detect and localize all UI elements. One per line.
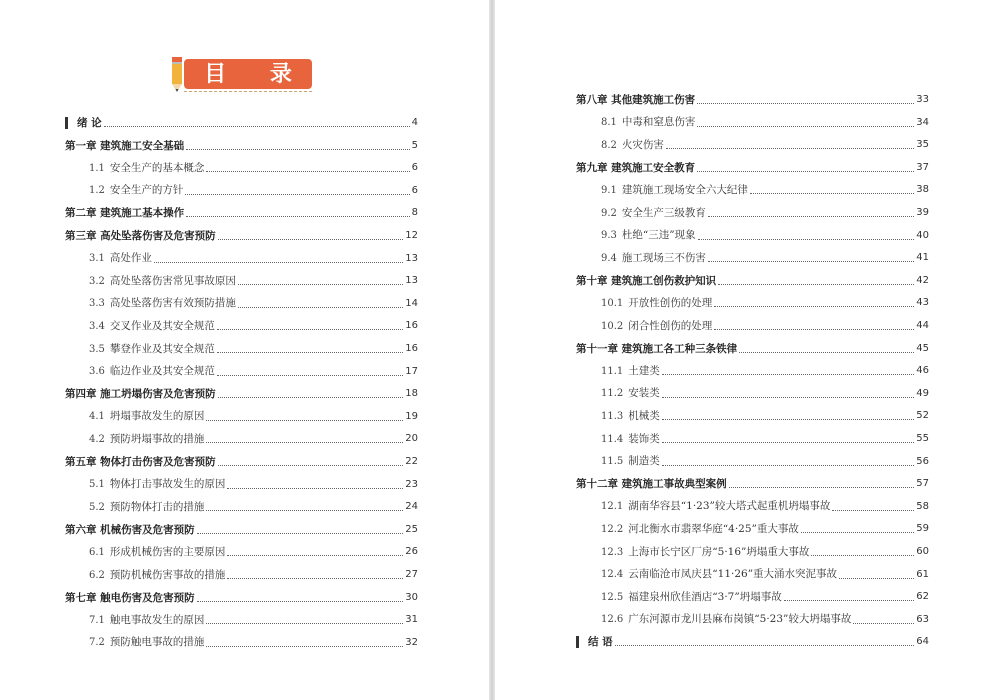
toc-section-row[interactable] [89, 406, 418, 428]
chapter-marker-bar [576, 636, 579, 648]
page-number: 30 [405, 591, 418, 603]
toc-entry-title: 土建类 [628, 364, 660, 377]
page-number: 8 [411, 207, 418, 219]
toc-entry-title: 高处坠落伤害有效预防措施 [109, 297, 236, 310]
leader-dots [714, 328, 914, 330]
toc-entry-title: 闭合性创伤的处理 [628, 319, 713, 332]
toc-section-row[interactable] [601, 428, 929, 450]
toc-section-row[interactable] [89, 248, 418, 270]
section-number: 4.1 [89, 411, 105, 423]
toc-section-row[interactable] [601, 496, 929, 518]
page-number: 64 [916, 636, 929, 648]
section-number: 7.2 [89, 637, 105, 649]
leader-dots [197, 532, 404, 534]
leader-dots [853, 622, 914, 624]
section-number: 12.6 [601, 614, 624, 626]
left-page [0, 0, 489, 700]
page-number: 41 [916, 252, 929, 264]
toc-chapter-row[interactable] [65, 225, 418, 247]
leader-dots [218, 464, 404, 466]
toc-section-row[interactable] [89, 180, 418, 202]
leader-dots [227, 554, 403, 556]
leader-dots [718, 283, 914, 285]
section-number: 3.5 [89, 343, 105, 355]
leader-dots [218, 396, 404, 398]
toc-section-row[interactable] [601, 134, 929, 156]
section-number: 9.2 [601, 207, 617, 219]
toc-entry-title: 广东河源市龙川县麻布岗镇“5·23”较大坍塌事故 [628, 613, 852, 626]
toc-chapter-row[interactable] [576, 270, 929, 292]
leader-dots [186, 215, 409, 217]
leader-dots [662, 373, 915, 375]
toc-section-row[interactable] [89, 474, 418, 496]
leader-dots [206, 645, 403, 647]
toc-section-row[interactable] [601, 609, 929, 631]
toc-entry-title: 杜绝“三违”现象 [621, 229, 696, 242]
toc-entry-title: 结 语 [588, 636, 613, 649]
section-number: 8.1 [601, 117, 617, 129]
page-number: 38 [916, 184, 929, 196]
leader-dots [227, 487, 403, 489]
toc-chapter-row[interactable] [65, 383, 418, 405]
page-number: 12 [405, 230, 418, 241]
section-number: 5.1 [89, 479, 105, 491]
page-number: 43 [916, 297, 929, 309]
toc-entry-title: 形成机械伤害的主要原因 [109, 545, 226, 558]
toc-section-row[interactable] [89, 632, 418, 654]
right-page [495, 0, 983, 700]
leader-dots [186, 148, 409, 150]
page-number: 25 [405, 523, 418, 535]
page-number: 58 [916, 500, 929, 512]
toc-entry-title: 云南临沧市凤庆县“11·26”重大涌水突泥事故 [628, 568, 838, 581]
leader-dots [217, 351, 403, 353]
leader-dots [708, 260, 914, 262]
section-number: 10.2 [601, 320, 624, 332]
toc-entry-title: 中毒和窒息伤害 [621, 116, 696, 129]
toc-section-row[interactable] [89, 361, 418, 383]
toc-entry-title: 制造类 [628, 455, 660, 468]
leader-dots [206, 509, 403, 511]
toc-entry-title: 绪 论 [77, 117, 102, 129]
title-dash-line [184, 91, 312, 92]
toc-entry-title: 交叉作业及其安全规范 [109, 319, 215, 332]
toc-entry-title: 第八章 其他建筑施工伤害 [576, 94, 696, 106]
toc-section-row[interactable] [89, 609, 418, 631]
page-number: 63 [916, 613, 929, 625]
page-number: 40 [916, 229, 929, 241]
page-number: 33 [916, 94, 929, 105]
toc-entry-title: 临边作业及其安全规范 [109, 365, 215, 378]
toc-chapter-row[interactable] [576, 338, 929, 360]
toc-entry-title: 高处作业 [109, 252, 152, 265]
page-number: 26 [405, 546, 418, 558]
toc-entry-title: 装饰类 [628, 432, 660, 445]
section-number: 11.4 [601, 433, 624, 445]
page-number: 45 [916, 342, 929, 354]
section-number: 12.4 [601, 569, 624, 581]
page-number: 24 [405, 501, 418, 513]
toc-entry-title: 安装类 [628, 387, 660, 400]
toc-section-row[interactable] [601, 564, 929, 586]
toc-section-row[interactable] [601, 541, 929, 563]
page-number: 13 [405, 252, 418, 264]
page-number: 34 [916, 116, 929, 128]
section-number: 7.1 [89, 614, 105, 626]
page-number: 16 [405, 343, 418, 354]
toc-entry-title: 第六章 机械伤害及危害预防 [65, 523, 195, 536]
toc-entry-title: 触电事故发生的原因 [109, 613, 205, 626]
page-number: 32 [405, 636, 418, 648]
section-number: 11.3 [601, 410, 624, 422]
toc-title: 目 录 [184, 59, 312, 89]
toc-section-row[interactable] [601, 292, 929, 314]
toc-chapter-row[interactable] [65, 587, 418, 609]
toc-entry-title: 湖南华容县“1·23”较大塔式起重机坍塌事故 [628, 500, 831, 513]
toc-entry-title: 第三章 高处坠落伤害及危害预防 [65, 230, 216, 242]
toc-chapter-row[interactable] [65, 135, 418, 157]
leader-dots [708, 215, 914, 217]
leader-dots [218, 238, 404, 240]
toc-section-row[interactable] [601, 518, 929, 540]
pencil-icon [170, 57, 184, 93]
section-number: 9.4 [601, 252, 617, 264]
toc-entry-title: 开放性创伤的处理 [628, 296, 713, 309]
toc-entry-title: 预防坍塌事故的措施 [109, 432, 205, 445]
leader-dots [238, 306, 403, 308]
toc-section-row[interactable] [601, 202, 929, 224]
toc-section-row[interactable] [601, 247, 929, 269]
toc-entry-title: 第九章 建筑施工安全教育 [576, 161, 696, 174]
page-number: 6 [411, 162, 418, 174]
page-number: 42 [916, 274, 929, 286]
toc-entry-title: 施工现场三不伤害 [621, 251, 706, 264]
toc-entry-title: 第五章 物体打击伤害及危害预防 [65, 456, 216, 468]
page-number: 23 [405, 478, 418, 490]
toc-entry-title: 火灾伤害 [621, 138, 664, 151]
toc-section-row[interactable] [601, 225, 929, 247]
page-number: 37 [916, 161, 929, 173]
leader-dots [697, 102, 914, 104]
page-number: 27 [405, 569, 418, 580]
toc-section-row[interactable] [89, 293, 418, 315]
toc-chapter-row[interactable] [65, 519, 418, 541]
section-number: 6.2 [89, 569, 105, 581]
toc-entry-title: 攀登作业及其安全规范 [109, 342, 215, 355]
page-number: 14 [405, 297, 418, 309]
section-number: 12.2 [601, 523, 624, 535]
toc-chapter-row[interactable] [65, 112, 418, 134]
toc-section-row[interactable] [601, 451, 929, 473]
page-number: 49 [916, 387, 929, 399]
toc-entry-title: 预防机械伤害事故的措施 [109, 568, 226, 581]
toc-chapter-row[interactable] [576, 631, 929, 653]
leader-dots [750, 192, 914, 194]
toc-section-row[interactable] [89, 564, 418, 586]
toc-section-row[interactable] [601, 315, 929, 337]
toc-entry-title: 安全生产的方针 [109, 184, 184, 197]
leader-dots [739, 351, 914, 353]
page-number: 46 [916, 365, 929, 377]
toc-entry-title: 上海市长宁区厂房“5·16”坍塌重大事故 [628, 545, 810, 558]
toc-entry-title: 建筑施工现场安全六大纪律 [621, 183, 748, 196]
leader-dots [662, 441, 915, 443]
toc-entry-title: 第十二章 建筑施工事故典型案例 [576, 478, 727, 491]
page-number: 19 [405, 410, 418, 422]
section-number: 3.6 [89, 366, 105, 378]
page-number: 4 [411, 117, 418, 128]
toc-entry-title: 安全生产三级教育 [621, 206, 706, 219]
leader-dots [811, 554, 914, 556]
toc-section-row[interactable] [89, 541, 418, 563]
page-number: 62 [916, 591, 929, 603]
toc-chapter-row[interactable] [576, 89, 929, 111]
page-number: 5 [411, 139, 418, 151]
page-number: 6 [411, 184, 418, 196]
section-number: 12.5 [601, 591, 624, 603]
toc-entry-title: 第七章 触电伤害及危害预防 [65, 591, 195, 604]
toc-section-row[interactable] [89, 428, 418, 450]
leader-dots [839, 577, 914, 579]
section-number: 10.1 [601, 297, 624, 309]
toc-entry-title: 第十章 建筑施工创伤救护知识 [576, 274, 717, 287]
section-number: 11.5 [601, 456, 624, 468]
leader-dots [217, 328, 403, 330]
leader-dots [801, 531, 914, 533]
page-number: 31 [405, 614, 418, 626]
page-number: 44 [916, 320, 929, 331]
toc-entry-title: 高处坠落伤害常见事故原因 [109, 274, 236, 287]
leader-dots [662, 396, 915, 398]
section-number: 8.2 [601, 139, 617, 151]
toc-section-row[interactable] [89, 270, 418, 292]
toc-entry-title: 安全生产的基本概念 [109, 161, 205, 174]
section-number: 3.1 [89, 253, 105, 265]
page-number: 55 [916, 433, 929, 444]
leader-dots [104, 125, 410, 127]
leader-dots [662, 418, 915, 420]
page-number: 39 [916, 207, 929, 218]
toc-section-row[interactable] [601, 383, 929, 405]
leader-dots [217, 374, 403, 376]
section-number: 12.1 [601, 501, 624, 513]
leader-dots [206, 419, 403, 421]
toc-entry-title: 福建泉州欣佳酒店“3·7”坍塌事故 [628, 590, 782, 603]
toc-section-row[interactable] [601, 112, 929, 134]
toc-section-row[interactable] [601, 586, 929, 608]
section-number: 12.3 [601, 546, 624, 558]
toc-section-row[interactable] [89, 315, 418, 337]
toc-entry-title: 第二章 建筑施工基本操作 [65, 207, 185, 220]
leader-dots [698, 238, 915, 240]
toc-chapter-row[interactable] [65, 451, 418, 473]
section-number: 3.4 [89, 320, 105, 332]
page-number: 17 [405, 365, 418, 377]
toc-section-row[interactable] [89, 496, 418, 518]
leader-dots [206, 441, 403, 443]
page-number: 60 [916, 546, 929, 557]
leader-dots [697, 125, 914, 127]
leader-dots [197, 600, 404, 602]
page-number: 52 [916, 410, 929, 422]
leader-dots [784, 599, 915, 601]
page-number: 59 [916, 523, 929, 535]
page-number: 35 [916, 139, 929, 151]
leader-dots [238, 283, 403, 285]
leader-dots [615, 644, 915, 646]
page-number: 13 [405, 275, 418, 287]
toc-entry-title: 机械类 [628, 409, 660, 422]
page-number: 18 [405, 388, 418, 400]
page-number: 61 [916, 568, 929, 580]
section-number: 6.1 [89, 546, 105, 558]
leader-dots [697, 170, 914, 172]
toc-entry-title: 预防触电事故的措施 [109, 636, 205, 649]
toc-section-row[interactable] [601, 179, 929, 201]
page-number: 57 [916, 478, 929, 490]
page-number: 16 [405, 320, 418, 332]
section-number: 3.2 [89, 275, 105, 287]
toc-entry-title: 物体打击事故发生的原因 [109, 478, 226, 491]
page-number: 20 [405, 433, 418, 445]
leader-dots [832, 509, 914, 511]
page-number: 56 [916, 455, 929, 467]
section-number: 9.1 [601, 184, 617, 196]
toc-section-row[interactable] [89, 157, 418, 179]
toc-entry-title: 第四章 施工坍塌伤害及危害预防 [65, 388, 216, 401]
toc-section-row[interactable] [601, 360, 929, 382]
section-number: 4.2 [89, 433, 105, 445]
leader-dots [729, 486, 915, 488]
toc-chapter-row[interactable] [65, 202, 418, 224]
chapter-marker-bar [65, 117, 68, 129]
leader-dots [154, 261, 403, 263]
toc-section-row[interactable] [89, 338, 418, 360]
leader-dots [714, 305, 914, 307]
section-number: 3.3 [89, 298, 105, 310]
page-number: 22 [405, 456, 418, 467]
leader-dots [662, 464, 915, 466]
section-number: 1.2 [89, 185, 105, 197]
toc-section-row[interactable] [601, 405, 929, 427]
leader-dots [185, 193, 409, 195]
toc-chapter-row[interactable] [576, 473, 929, 495]
toc-entry-title: 第一章 建筑施工安全基础 [65, 139, 185, 152]
section-number: 1.1 [89, 162, 105, 174]
toc-entry-title: 河北衡水市翡翠华庭“4·25”重大事故 [628, 522, 799, 535]
leader-dots [666, 147, 914, 149]
toc-entry-title: 坍塌事故发生的原因 [109, 410, 205, 423]
section-number: 9.3 [601, 230, 617, 242]
toc-chapter-row[interactable] [576, 157, 929, 179]
leader-dots [206, 622, 403, 624]
section-number: 11.1 [601, 365, 624, 377]
section-number: 11.2 [601, 388, 624, 400]
section-number: 5.2 [89, 501, 105, 513]
leader-dots [227, 577, 403, 579]
toc-entry-title: 预防物体打击的措施 [109, 500, 205, 513]
leader-dots [206, 170, 409, 172]
toc-entry-title: 第十一章 建筑施工各工种三条铁律 [576, 342, 738, 355]
